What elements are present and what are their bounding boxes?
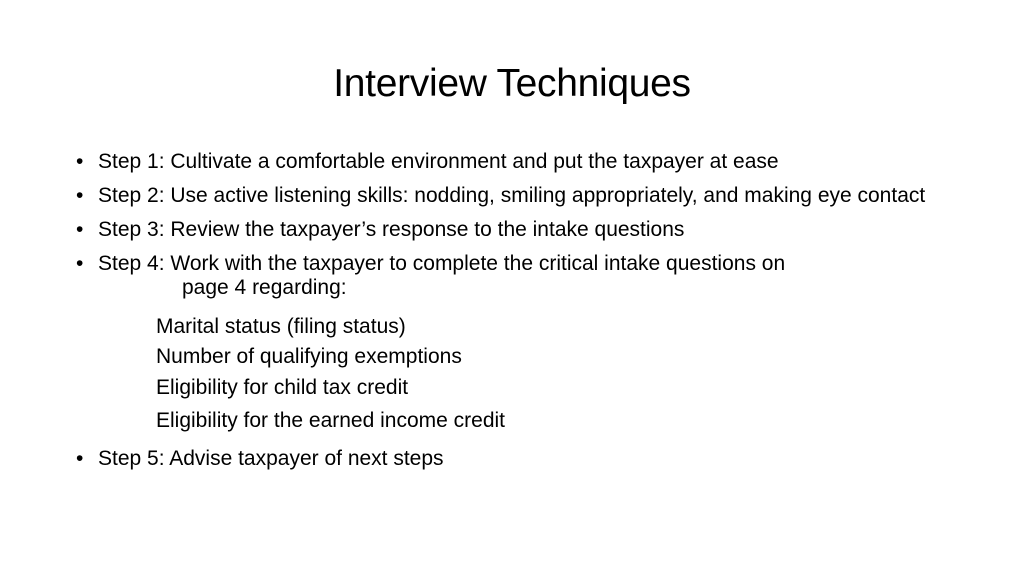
slide-title: Interview Techniques <box>333 62 691 105</box>
bullet-text: Step 5: Advise taxpayer of next steps <box>98 447 444 470</box>
sub-item: Number of qualifying exemptions <box>156 345 462 368</box>
slide-content <box>76 150 976 481</box>
sub-item: Eligibility for child tax credit <box>156 376 409 399</box>
bullet-icon: • <box>76 184 84 207</box>
sub-item: Marital status (filing status) <box>156 315 406 338</box>
bullet-text: Step 2: Use active listening skills: nodding, smiling appropriately, and making eye contact <box>98 184 926 207</box>
bullet-icon: • <box>76 218 84 241</box>
bullet-icon: • <box>76 252 84 275</box>
sub-list <box>76 310 976 437</box>
bullet-step-5 <box>76 447 976 471</box>
bullet-step-1 <box>76 150 976 174</box>
bullet-text: Step 3: Review the taxpayer’s response to the intake questions <box>98 218 685 241</box>
bullet-text-continuation: page 4 regarding: <box>182 276 347 299</box>
bullet-step-2 <box>76 184 976 208</box>
bullet-step-4 <box>76 252 976 300</box>
bullet-icon: • <box>76 150 84 173</box>
bullet-icon: • <box>76 447 84 470</box>
sub-item: Eligibility for the earned income credit <box>156 409 506 432</box>
bullet-text: Step 1: Cultivate a comfortable environment and put the taxpayer at ease <box>98 150 779 173</box>
bullet-text: Step 4: Work with the taxpayer to complete the critical intake questions on <box>98 252 786 275</box>
bullet-step-3 <box>76 218 976 242</box>
